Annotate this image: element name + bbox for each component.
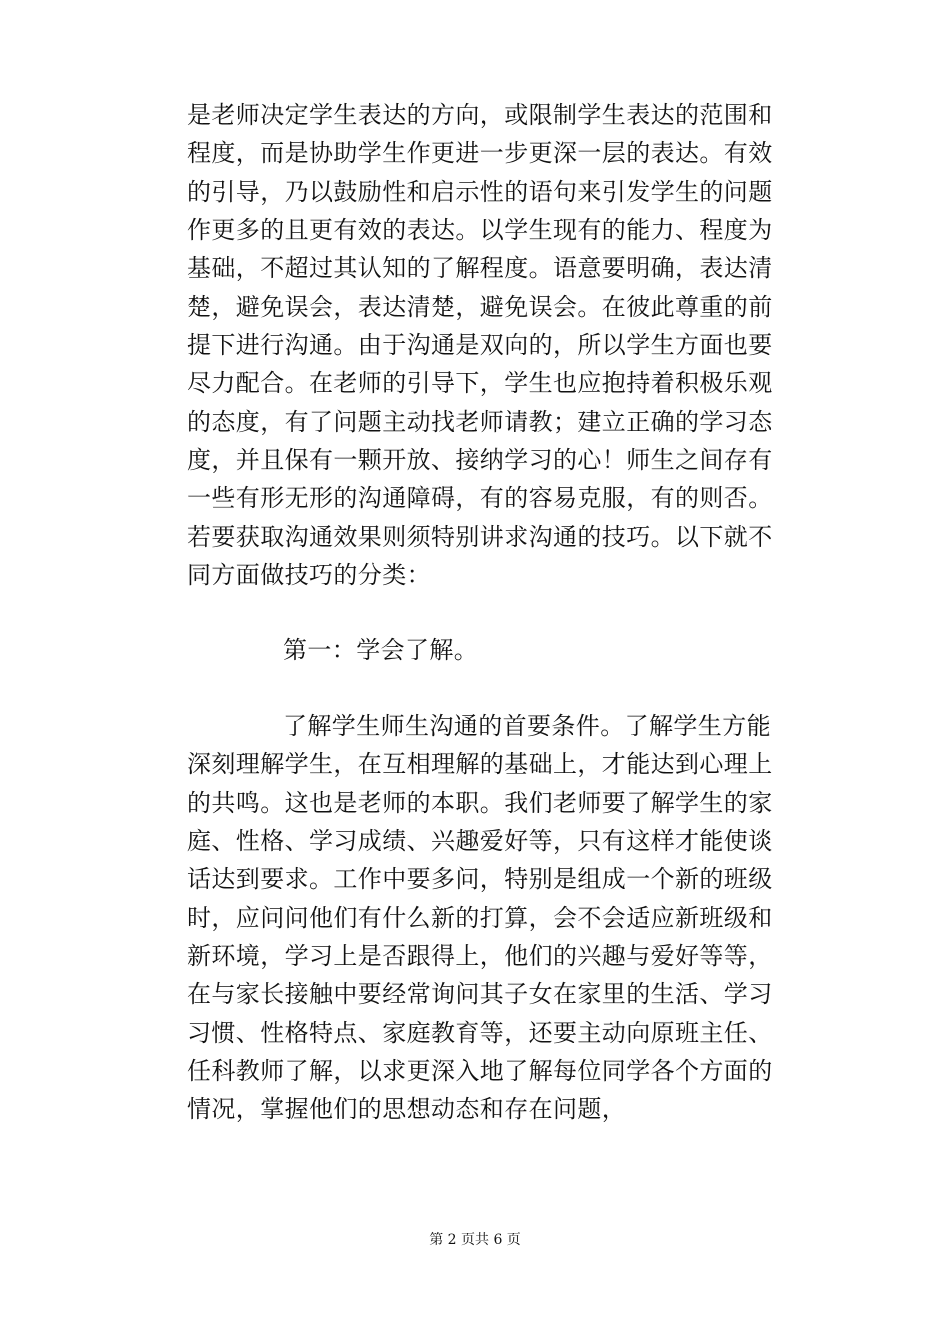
text-line: 尽力配合。在老师的引导下，学生也应抱持着积极乐观 [187, 369, 773, 397]
text-line: 情况，掌握他们的思想动态和存在问题， [187, 1095, 627, 1123]
text-line: 习惯、性格特点、家庭教育等，还要主动向原班主任、 [187, 1019, 773, 1047]
text-line: 基础，不超过其认知的了解程度。语意要明确，表达清 [187, 254, 773, 282]
text-line: 一些有形无形的沟通障碍，有的容易克服，有的则否。 [187, 484, 773, 512]
text-line: 若要获取沟通效果则须特别讲求沟通的技巧。以下就不 [187, 523, 773, 551]
text-line: 提下进行沟通。由于沟通是双向的，所以学生方面也要 [187, 331, 773, 359]
text-line: 了解学生师生沟通的首要条件。了解学生方能 [283, 712, 771, 740]
text-line: 在与家长接触中要经常询问其子女在家里的生活、学习 [187, 980, 773, 1008]
text-line: 话达到要求。工作中要多问，特别是组成一个新的班级 [187, 865, 773, 893]
text-line: 时，应问问他们有什么新的打算，会不会适应新班级和 [187, 904, 773, 932]
text-line: 的共鸣。这也是老师的本职。我们老师要了解学生的家 [187, 789, 773, 817]
text-line: 是老师决定学生表达的方向，或限制学生表达的范围和 [187, 101, 773, 129]
text-line: 深刻理解学生，在互相理解的基础上，才能达到心理上 [187, 750, 773, 778]
text-line: 同方面做技巧的分类： [187, 561, 431, 589]
text-line: 新环境，学习上是否跟得上，他们的兴趣与爱好等等， [187, 942, 773, 970]
text-line: 庭、性格、学习成绩、兴趣爱好等，只有这样才能使谈 [187, 827, 773, 855]
text-line: 的引导，乃以鼓励性和启示性的语句来引发学生的问题 [187, 178, 773, 206]
text-line: 的态度，有了问题主动找老师请教；建立正确的学习态 [187, 408, 773, 436]
text-line: 楚，避免误会，表达清楚，避免误会。在彼此尊重的前 [187, 293, 773, 321]
section-heading: 第一：学会了解。 [283, 636, 479, 664]
page-number-footer: 第 2 页共 6 页 [429, 1232, 521, 1248]
text-line: 任科教师了解，以求更深入地了解每位同学各个方面的 [187, 1057, 773, 1085]
text-line: 程度，而是协助学生作更进一步更深一层的表达。有效 [187, 139, 773, 167]
text-line: 作更多的且更有效的表达。以学生现有的能力、程度为 [187, 216, 773, 244]
text-line: 度，并且保有一颗开放、接纳学习的心！师生之间存有 [187, 446, 773, 474]
